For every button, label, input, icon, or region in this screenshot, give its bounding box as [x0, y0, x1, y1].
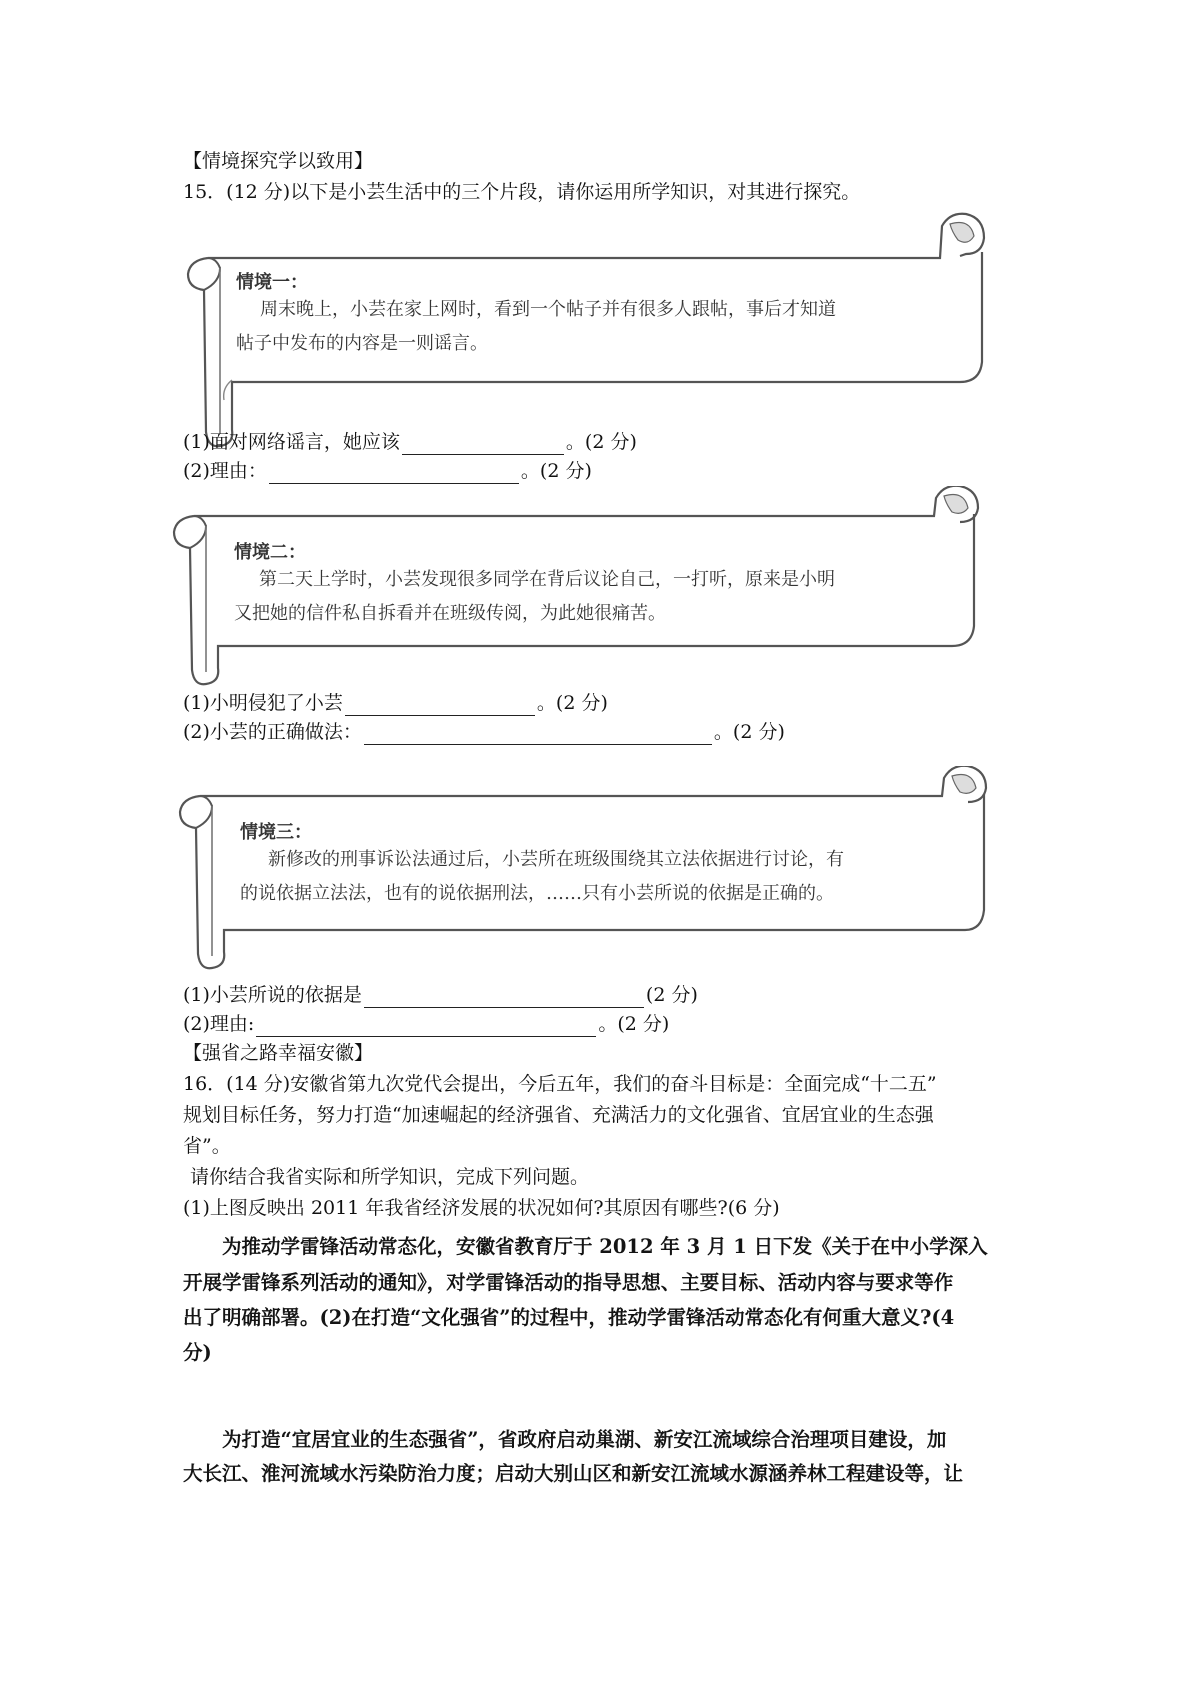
q-suffix: 。(2 分) — [713, 721, 785, 743]
answer-blank[interactable] — [364, 724, 712, 745]
q-prefix: (2)理由： — [183, 460, 267, 482]
scenario-2-text-line2: 又把她的信件私自拆看并在班级传阅，为此她很痛苦。 — [234, 603, 666, 624]
scenario-1-title: 情境一： — [236, 272, 308, 293]
scenario-1-question-1 — [183, 429, 637, 455]
scenario-3-question-1 — [183, 982, 698, 1008]
q-suffix: 。(2 分) — [598, 1013, 670, 1035]
scenario-3-scroll — [170, 766, 1010, 976]
scenario-1-text-line1: 周末晚上，小芸在家上网时，看到一个帖子并有很多人跟帖，事后才知道 — [260, 299, 836, 320]
q-suffix: 。(2 分) — [565, 431, 637, 453]
para-1-line1: 为推动学雷锋活动常态化，安徽省教育厅于 2012 年 3 月 1 日下发《关于在中小学深入 — [222, 1235, 988, 1258]
para-2-line1: 为打造“宜居宜业的生态强省”，省政府启动巢湖、新安江流域综合治理项目建设，加 — [222, 1428, 947, 1451]
q-prefix: (2)小芸的正确做法： — [183, 721, 362, 743]
answer-blank[interactable] — [256, 1016, 596, 1037]
q-prefix: (2)理由: — [183, 1013, 255, 1035]
para-1-line3: 出了明确部署。(2)在打造“文化强省”的过程中，推动学雷锋活动常态化有何重大意义?(4 — [183, 1306, 955, 1329]
scenario-2-text-line1: 第二天上学时，小芸发现很多同学在背后议论自己，一打听，原来是小明 — [259, 569, 835, 590]
scenario-2-question-1 — [183, 690, 608, 716]
question-16-line1: 16．(14 分)安徽省第九次党代会提出，今后五年，我们的奋斗目标是：全面完成“十二五” — [183, 1073, 937, 1095]
q-suffix: 。(2 分) — [520, 460, 592, 482]
answer-blank[interactable] — [345, 695, 535, 716]
q-prefix: (1)面对网络谣言，她应该 — [183, 431, 400, 453]
scenario-3-title: 情境三： — [240, 822, 312, 843]
scenario-2-question-2 — [183, 719, 785, 745]
para-1-line2: 开展学雷锋系列活动的通知》，对学雷锋活动的指导思想、主要目标、活动内容与要求等作 — [183, 1271, 954, 1294]
scenario-1-scroll — [180, 212, 1000, 452]
question-15-intro: 15．(12 分)以下是小芸生活中的三个片段，请你运用所学知识，对其进行探究。 — [183, 181, 861, 203]
scenario-1-text-line2: 帖子中发布的内容是一则谣言。 — [236, 333, 488, 354]
scenario-3-text-line1: 新修改的刑事诉讼法通过后，小芸所在班级围绕其立法依据进行讨论，有 — [268, 849, 844, 870]
question-16-sub1: (1)上图反映出 2011 年我省经济发展的状况如何?其原因有哪些?(6 分) — [183, 1197, 780, 1219]
section-heading-province: 【强省之路幸福安徽】 — [183, 1042, 374, 1064]
answer-blank[interactable] — [402, 434, 564, 455]
section-heading-scenario: 【情境探究学以致用】 — [183, 150, 374, 172]
answer-blank[interactable] — [364, 987, 644, 1008]
q-suffix: (2 分) — [645, 984, 698, 1006]
scenario-3-text-line2: 的说依据立法法，也有的说依据刑法，……只有小芸所说的依据是正确的。 — [240, 883, 834, 904]
answer-blank[interactable] — [269, 463, 519, 484]
para-1-line4: 分) — [183, 1341, 212, 1364]
scenario-1-question-2 — [183, 458, 592, 484]
scenario-3-question-2 — [183, 1011, 669, 1037]
para-2-line2: 大长江、淮河流域水污染防治力度；启动大别山区和新安江流域水源涵养林工程建设等，让 — [183, 1462, 964, 1485]
question-16-line2: 规划目标任务，努力打造“加速崛起的经济强省、充满活力的文化强省、宜居宜业的生态强 — [183, 1104, 934, 1126]
q-prefix: (1)小明侵犯了小芸 — [183, 692, 343, 714]
q-suffix: 。(2 分) — [536, 692, 608, 714]
q-prefix: (1)小芸所说的依据是 — [183, 984, 362, 1006]
scenario-2-title: 情境二： — [234, 542, 306, 563]
scenario-2-scroll — [164, 486, 1004, 691]
question-16-line3: 省”。 — [183, 1135, 231, 1157]
question-16-instruction: 请你结合我省实际和所学知识，完成下列问题。 — [190, 1166, 590, 1188]
